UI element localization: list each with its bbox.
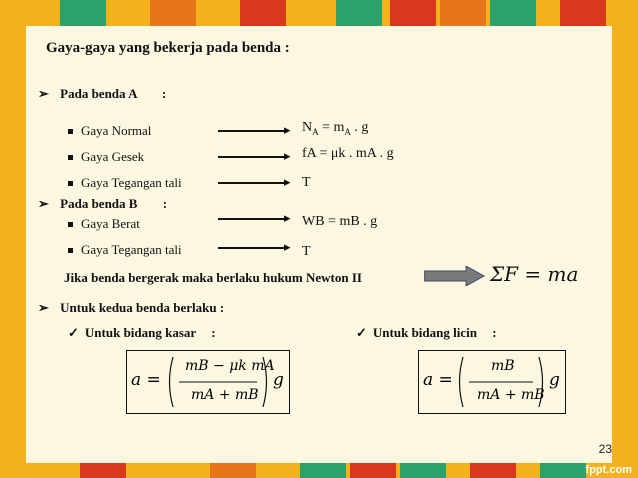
arrowhead-icon: ▸ xyxy=(284,174,291,189)
kasar-denominator: mA + mB xyxy=(191,387,259,403)
arrowhead-icon: ▸ xyxy=(284,210,291,225)
arrowhead-icon: ▸ xyxy=(284,148,291,163)
square-bullet-icon xyxy=(68,155,73,160)
a-item-label: Gaya Tegangan tali xyxy=(81,175,182,190)
licin-g: g xyxy=(549,370,560,390)
section-a xyxy=(38,86,166,102)
square-bullet-icon xyxy=(68,222,73,227)
arrow-bullet-icon: ➢ xyxy=(38,86,49,101)
arrow-line xyxy=(218,218,286,220)
eq-normal: $N_A = m_A$ . g xyxy=(302,120,369,137)
brand-watermark: fppt.com xyxy=(585,464,632,476)
kasar-lhs: a = xyxy=(131,370,161,390)
square-bullet-icon xyxy=(68,129,73,134)
section-a-label: Pada benda A xyxy=(60,86,137,101)
eq-tegangan-b: T xyxy=(302,244,311,259)
section-b xyxy=(38,196,167,212)
arrow-line xyxy=(218,247,286,249)
licin-lhs: a = xyxy=(423,370,453,390)
eq-berat: WB = mB . g xyxy=(302,214,378,229)
b-item-tegangan xyxy=(68,242,182,258)
eq-gesek: fA = μk . mA . g xyxy=(302,146,394,161)
a-item-normal xyxy=(68,123,151,139)
eq-tegangan-a: T xyxy=(302,175,311,190)
b-item-label: Gaya Tegangan tali xyxy=(81,242,182,257)
square-bullet-icon xyxy=(68,181,73,186)
newton-formula: ΣF = ma xyxy=(490,262,579,286)
check-icon: ✓ xyxy=(356,325,367,340)
check-icon: ✓ xyxy=(68,325,79,340)
arrowhead-icon: ▸ xyxy=(284,122,291,137)
newton-text: Jika benda bergerak maka berlaku hukum Newton II xyxy=(64,270,362,285)
slide-card xyxy=(26,26,612,463)
a-item-gesek xyxy=(68,149,144,165)
licin-formula xyxy=(418,350,566,414)
slide-title: Gaya-gaya yang bekerja pada benda : xyxy=(46,40,290,56)
licin-numerator: mB xyxy=(491,358,515,374)
b-item-berat xyxy=(68,216,140,232)
a-item-label: Gaya Normal xyxy=(81,123,152,138)
section-b-colon: : xyxy=(162,196,168,211)
licin-denominator: mA + mB xyxy=(477,387,545,403)
arrow-bullet-icon: ➢ xyxy=(38,196,49,211)
page-number: 23 xyxy=(598,442,612,456)
arrow-bullet-icon: ➢ xyxy=(38,300,49,315)
arrow-line xyxy=(218,156,286,158)
a-item-label: Gaya Gesek xyxy=(81,149,145,164)
a-item-tegangan xyxy=(68,175,182,191)
licin-heading: ✓ Untuk bidang licin : xyxy=(356,325,497,340)
both-label: Untuk kedua benda berlaku : xyxy=(60,300,225,315)
arrow-line xyxy=(218,130,286,132)
block-arrow-icon xyxy=(424,266,486,286)
section-a-colon: : xyxy=(162,86,167,101)
kasar-heading: ✓ Untuk bidang kasar : xyxy=(68,325,216,340)
kasar-numerator: mB − μk mA xyxy=(185,358,275,374)
both-section xyxy=(38,300,224,316)
b-item-label: Gaya Berat xyxy=(81,216,140,231)
arrowhead-icon: ▸ xyxy=(284,239,291,254)
square-bullet-icon xyxy=(68,248,73,253)
arrow-line xyxy=(218,182,286,184)
kasar-formula xyxy=(126,350,290,414)
kasar-label: Untuk bidang kasar xyxy=(84,325,196,340)
kasar-g: g xyxy=(273,370,284,390)
section-b-label: Pada benda B xyxy=(60,196,138,211)
licin-label: Untuk bidang licin xyxy=(372,325,477,340)
